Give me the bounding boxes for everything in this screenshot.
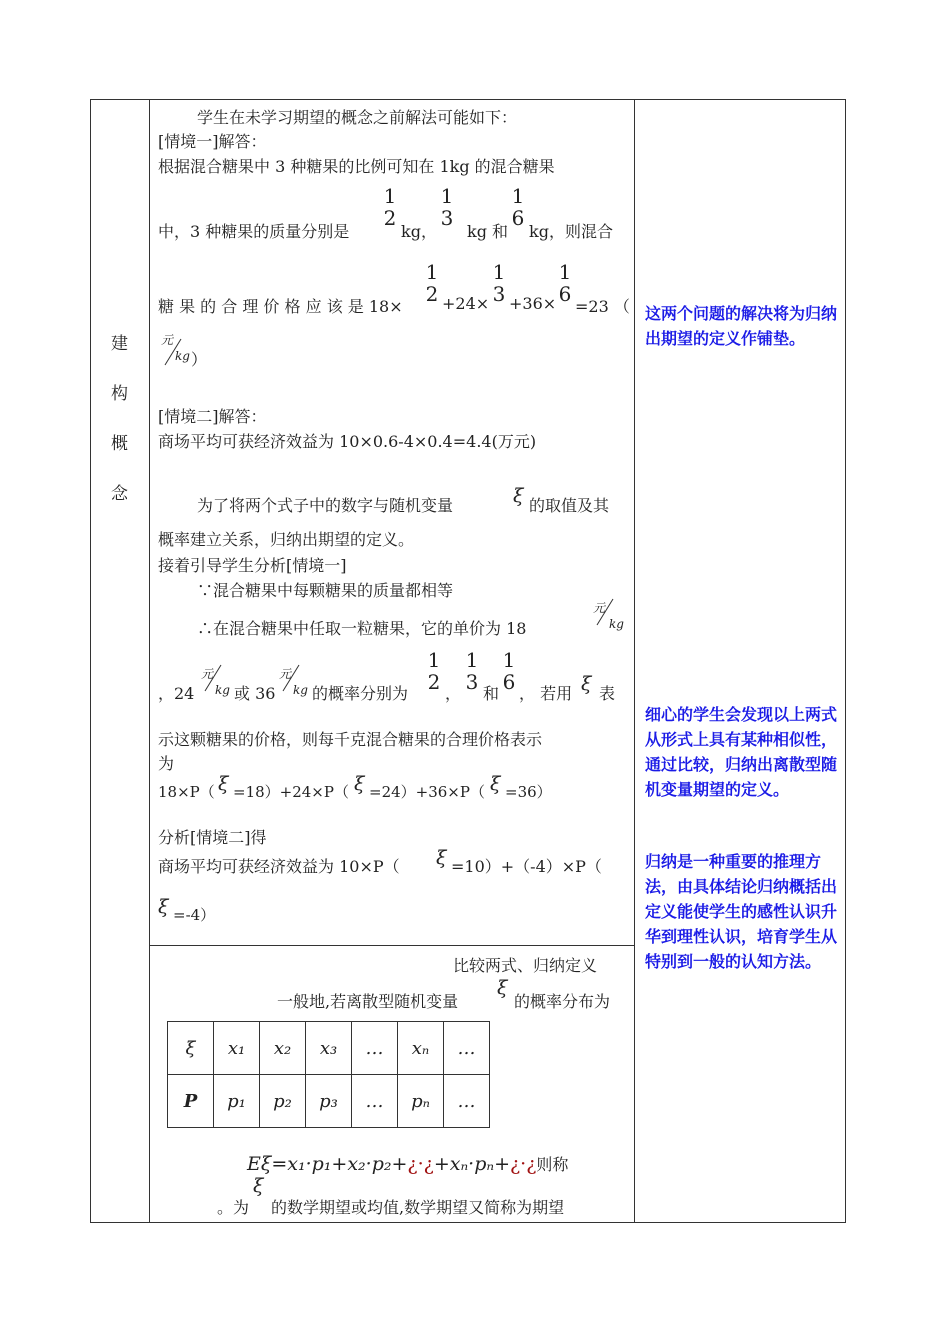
table-cell: pₙ: [398, 1075, 444, 1128]
final-text-a: 。为: [217, 1198, 250, 1217]
table-cell: …: [444, 1075, 490, 1128]
table-cell: p₂: [260, 1075, 306, 1128]
xi-symbol: ξ: [513, 485, 524, 507]
xi-symbol: ξ: [253, 1175, 264, 1197]
price-text-c: 的概率分别为: [312, 684, 409, 703]
fraction-third: 1 3: [465, 648, 479, 694]
fraction-sixth: 1 6: [558, 260, 572, 306]
price-text-e: 和: [483, 684, 500, 703]
fraction-half: 1 2: [427, 648, 441, 694]
scenario1-line3e: ）: [191, 350, 208, 369]
scenario1-line3b: +24×: [442, 294, 490, 313]
compare-heading: 比较两式、归纳定义: [453, 956, 598, 975]
table-cell: …: [352, 1075, 398, 1128]
price-text-d: ，: [445, 684, 462, 703]
side-char: 建: [111, 334, 128, 354]
price-text-f: ， 若用: [519, 684, 573, 703]
scenario1-line2b: kg，: [401, 222, 437, 241]
formula1-c: =24）+36×P（: [369, 783, 485, 801]
fraction-third: 1 3: [492, 260, 506, 306]
definition-text-a: 一般地,若离散型随机变量: [277, 992, 459, 1011]
fraction-sixth: 1 6: [502, 648, 516, 694]
table-right-border: [845, 99, 846, 1223]
side-label: [90, 99, 149, 1223]
formula-glyph: ¿·¿: [407, 1153, 434, 1175]
formula-tail: 则称: [536, 1155, 569, 1174]
price-line3: 为: [158, 754, 175, 773]
table-cell: P: [168, 1075, 214, 1128]
scenario1-line2c: kg 和: [467, 222, 509, 241]
because-text: ∵混合糖果中每颗糖果的质量都相等: [197, 581, 454, 600]
side-char: 概: [111, 434, 128, 454]
expectation-formula: [247, 1152, 568, 1175]
formula-part: +xₙ·pₙ+: [433, 1153, 510, 1175]
table-cell: p₃: [306, 1075, 352, 1128]
xi-symbol: ξ: [158, 896, 169, 918]
scenario2-heading: [情境二]解答：: [158, 407, 267, 426]
therefore-text: ∴在混合糖果中任取一粒糖果，它的单价为 18: [197, 619, 527, 638]
analyze2-text: 分析[情境二]得: [158, 828, 267, 847]
side-char: 构: [111, 384, 128, 404]
table-cell: ξ: [168, 1022, 214, 1075]
scenario1-line2d: kg，则混合: [529, 222, 613, 241]
fraction-sixth: 1 6: [511, 184, 525, 230]
scenario1-line1: 根据混合糖果中 3 种糖果的比例可知在 1kg 的混合糖果: [158, 157, 555, 176]
table-row: [168, 1022, 490, 1075]
formula1-a: 18×P（: [158, 783, 215, 801]
link-text-c: 概率建立关系，归纳出期望的定义。: [158, 530, 415, 549]
fraction-half: 1 2: [383, 184, 397, 230]
guide-text: 接着引导学生分析[情境一]: [158, 556, 347, 575]
formula-glyph: ¿·¿: [510, 1153, 537, 1175]
table-row: [168, 1075, 490, 1128]
scenario1-line3a: 糖 果 的 合 理 价 格 应 该 是 18×: [158, 297, 403, 316]
price-text-a: ，24: [158, 684, 195, 703]
table-cell: x₂: [260, 1022, 306, 1075]
table-cell: …: [444, 1022, 490, 1075]
main-content: 学生在未学习期望的概念之前解法可能如下： [情境一]解答： 根据混合糖果中 3 种糖果的比例可知在 1kg 的混合糖果 中，3 种糖果的质量分别是 1 2 kg， 1 3 kg 和 1 6 kg，则混合 糖 果 的 合 理 价 格 应 该 是 18× 1 2 +24× 1 3 +36× 1 6 =23 （ 元 kg ） [情境二]解答： 商场平均可获经济效益为 10×0.6-4×0.4=4.4(万元) 为了将两个式子中的数字与随机变量 ξ 的取值及其 概率建立关系，归纳出期望的定义。 接着引导学生分析[情境一] ∵混合糖果中每颗糖果的质量都相等 ∴在混合糖果中任取一粒糖果，它的单价为 18 元 kg ，24 元 kg 或 36 元 kg 的概率分别为 1 2 ， 1 3 和 1 6 ， 若用 ξ 表 示这颗糖果的价格，则每千克混合糖果的合理价格表示 为 18×P（ ξ =18）+24×P（ ξ =24）+36×P（ ξ =36） 分析[情境二]得 商场平均可获经济效益为 10×P（ ξ =10）+（-4）×P（ ξ =-4） 比较两式、归纳定义 一般地,若离散型随机变量 ξ 的概率分布为 ξ x₁ x₂ x₃ … xₙ … P p₁ p₂ p₃ … pₙ … Eξ=x₁·p₁+x₂·p₂+¿·¿+xₙ·pₙ+¿·¿则称 。为 ξ 的数学期望或均值,数学期望又简称为期望: [149, 99, 634, 1223]
price-text-b: 或 36: [234, 684, 276, 703]
intro-text: 学生在未学习期望的概念之前解法可能如下：: [197, 108, 518, 127]
price-text-g: 表: [599, 684, 616, 703]
link-text-a: 为了将两个式子中的数字与随机变量: [197, 496, 454, 515]
probability-distribution-table: [167, 1021, 490, 1128]
scenario2-line1: 商场平均可获经济效益为 10×0.6-4×0.4=4.4(万元): [158, 432, 537, 451]
profit-text-b: =10）+（-4）×P（: [451, 857, 602, 876]
definition-text-b: 的概率分布为: [514, 992, 611, 1011]
xi-symbol: ξ: [497, 977, 508, 999]
link-text-b: 的取值及其: [529, 496, 610, 515]
formula-part: Eξ=x₁·p₁+x₂·p₂+: [247, 1153, 408, 1175]
table-cell: xₙ: [398, 1022, 444, 1075]
note-similarity: 细心的学生会发现以上两式从形式上具有某种相似性，通过比较，归纳出离散型随机变量期望的定义。: [645, 705, 838, 799]
table-cell: …: [352, 1022, 398, 1075]
fraction-half: 1 2: [425, 260, 439, 306]
col-divider-2: [634, 99, 635, 1223]
table-cell: p₁: [214, 1075, 260, 1128]
fraction-third: 1 3: [440, 184, 454, 230]
scenario1-line3c: +36×: [509, 294, 557, 313]
xi-symbol: ξ: [354, 773, 365, 795]
table-cell: x₃: [306, 1022, 352, 1075]
xi-symbol: ξ: [490, 773, 501, 795]
formula1-d: =36）: [505, 783, 552, 801]
formula1-b: =18）+24×P（: [233, 783, 349, 801]
xi-symbol: ξ: [581, 673, 592, 695]
xi-symbol: ξ: [218, 773, 229, 795]
profit-text-c: =-4）: [173, 906, 216, 924]
note-groundwork: 这两个问题的解决将为归纳出期望的定义作铺垫。: [645, 304, 838, 348]
table-cell: x₁: [214, 1022, 260, 1075]
price-line2: 示这颗糖果的价格，则每千克混合糖果的合理价格表示: [158, 730, 543, 749]
xi-symbol: ξ: [436, 847, 447, 869]
note-induction: 归纳是一种重要的推理方法，由具体结论归纳概括出定义能使学生的感性认识升华到理性认识，培育学生从特别到一般的认知方法。: [645, 852, 838, 971]
scenario1-line3d: =23 （: [575, 297, 630, 316]
lesson-table: [90, 99, 846, 1223]
profit-text-a: 商场平均可获经济效益为 10×P（: [158, 857, 400, 876]
scenario1-heading: [情境一]解答：: [158, 132, 267, 151]
scenario1-line2a: 中，3 种糖果的质量分别是: [158, 222, 350, 241]
final-text-b: 的数学期望或均值,数学期望又简称为期望: [271, 1198, 565, 1217]
side-char: 念: [111, 484, 128, 504]
